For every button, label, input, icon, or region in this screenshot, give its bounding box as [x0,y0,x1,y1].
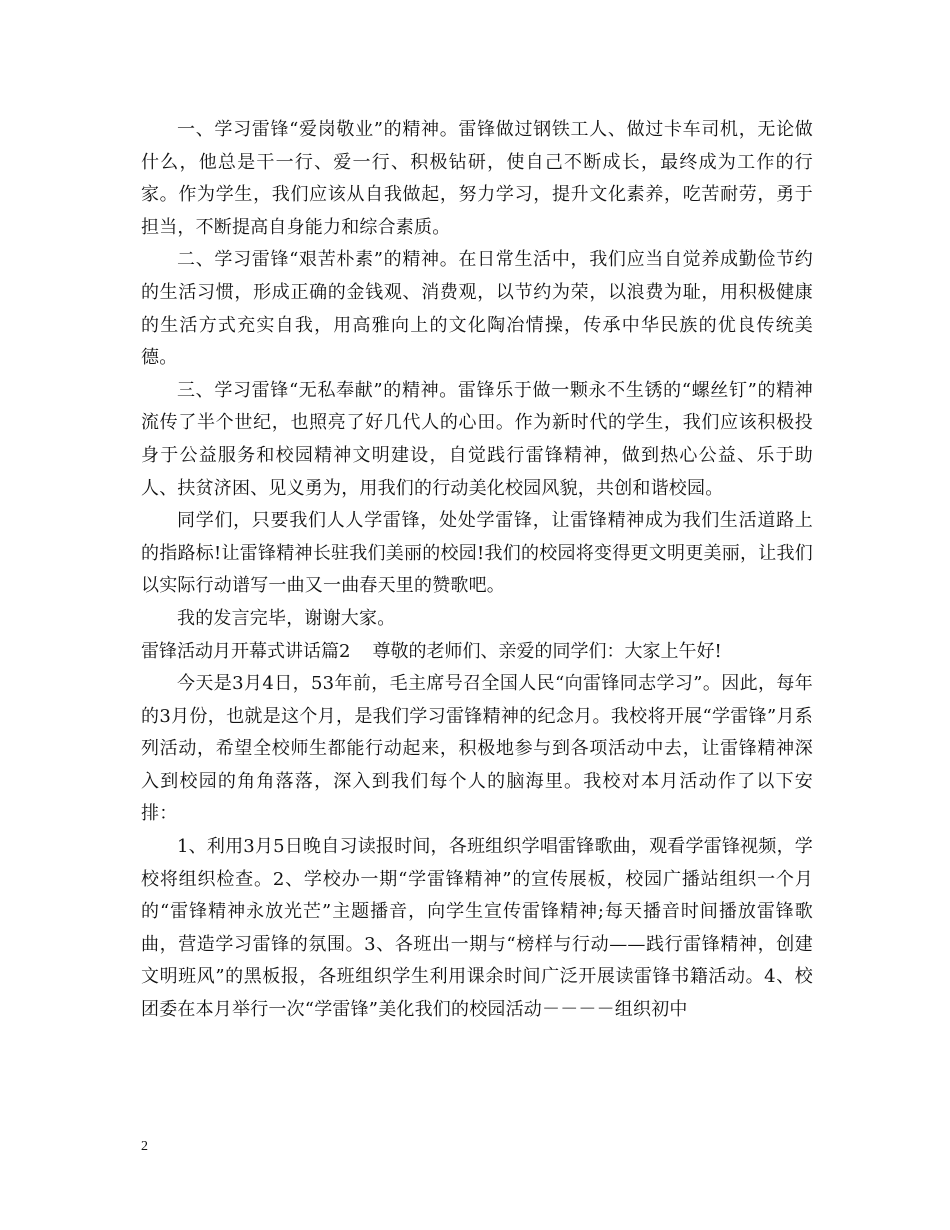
paragraph-frugality: 二、学习雷锋“艰苦朴素”的精神。在日常生活中，我们应当自觉养成勤俭节约的生活习惯，形成正确的金钱观、消费观，以节约为荣，以浪费为耻，用积极健康的生活方式充实自我，用高雅向上的文化陶冶情操，传承中华民族的优良传统美德。 [141,249,813,369]
paragraph-diligence: 一、学习雷锋“爱岗敬业”的精神。雷锋做过钢铁工人、做过卡车司机，无论做什么，他总是干一行、爱一行、积极钻研，使自己不断成长，最终成为工作的行家。作为学生，我们应该从自我做起，努力学习，提升文化素养，吃苦耐劳，勇于担当，不断提高自身能力和综合素质。 [141,119,813,238]
paragraph-selflessness: 三、学习雷锋“无私奉献”的精神。雷锋乐于做一颗永不生锈的“螺丝钉”的精神流传了半个世纪，也照亮了好几代人的心田。作为新时代的学生，我们应该积极投身于公益服务和校园精神文明建设，自觉践行雷锋精神，做到热心公益、乐于助人、扶贫济困、见义勇为，用我们的行动美化校园风貌，共创和谐校园。 [141,379,813,499]
greeting-text: 尊敬的老师们、亲爱的同学们：大家上午好! [372,640,722,662]
section-heading-line [141,636,813,669]
section-title: 雷锋活动月开幕式讲话篇2 [141,640,351,662]
document-body [141,114,813,1027]
paragraph-closing: 我的发言完毕，谢谢大家。 [177,607,396,629]
page-number: 2 [141,1139,148,1154]
paragraph-introduction: 今天是3月4日，53年前，毛主席号召全国人民“向雷锋同志学习”。因此，每年的3月份，也就是这个月，是我们学习雷锋精神的纪念月。我校将开展“学雷锋”月系列活动，希望全校师生都能行动起来，积极地参与到各项活动中去，让雷锋精神深入到校园的角角落落，深入到我们每个人的脑海里。我校对本月活动作了以下安排： [141,673,813,825]
paragraph-call-to-action: 同学们，只要我们人人学雷锋，处处学雷锋，让雷锋精神成为我们生活道路上的指路标!让雷锋精神长驻我们美丽的校园!我们的校园将变得更文明更美丽，让我们以实际行动谱写一曲又一曲春天里的赞歌吧。 [141,510,813,597]
paragraph-arrangements: 1、利用3月5日晚自习读报时间，各班组织学唱雷锋歌曲，观看学雷锋视频，学校将组织检查。2、学校办一期“学雷锋精神”的宣传展板，校园广播站组织一个月的“雷锋精神永放光芒”主题播音，向学生宣传雷锋精神;每天播音时间播放雷锋歌曲，营造学习雷锋的氛围。3、各班出一期与“榜样与行动——践行雷锋精神，创建文明班风”的黑板报，各班组织学生利用课余时间广泛开展读雷锋书籍活动。4、校团委在本月举行一次“学雷锋”美化我们的校园活动－－－－组织初中 [141,836,813,1021]
